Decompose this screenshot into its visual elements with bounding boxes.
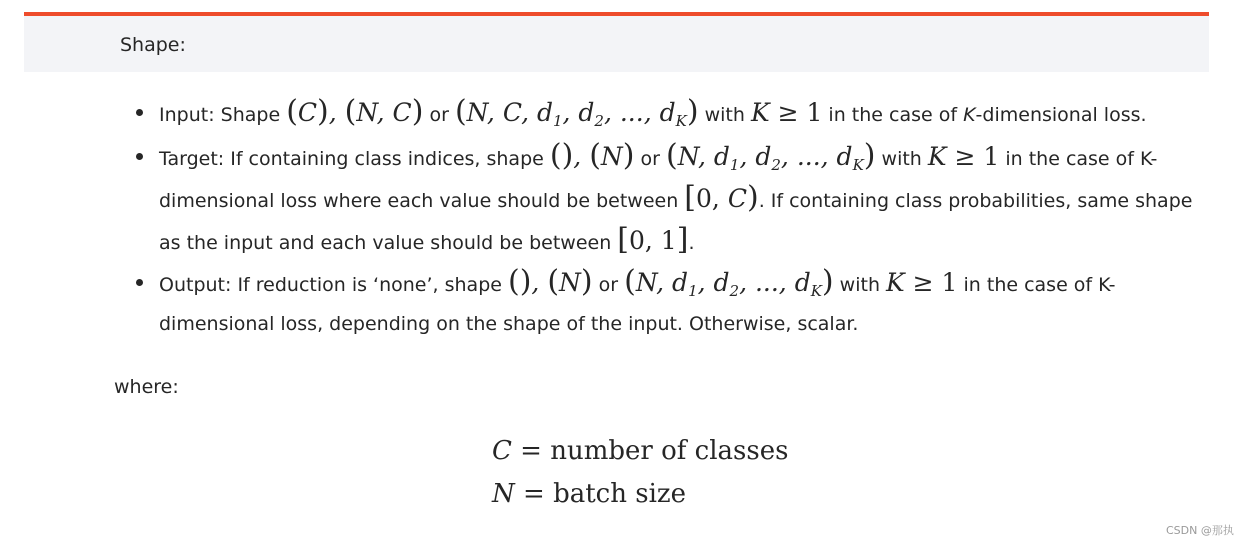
equation-batch-var: N: [492, 479, 515, 509]
target-line2-pre: dimensional loss where each value should be between: [159, 190, 685, 212]
list-item-target-line-3: [159, 222, 694, 258]
list-item-target-line-2: [159, 180, 1192, 216]
input-text-post2: -dimensional loss.: [975, 104, 1147, 126]
list-item-input: [159, 94, 1147, 130]
target-line2-post: . If containing class probabilities, same shape: [758, 190, 1193, 212]
target-text-pre: Target: If containing class indices, shape: [159, 148, 550, 170]
target-math-2: (N, $d_1$, $d_2$, ..., $d_K$): [666, 138, 876, 174]
equation-classes: [492, 436, 788, 466]
equation-classes-var: C: [492, 436, 512, 466]
input-text-mid1: or: [423, 104, 455, 126]
bullet-target: [136, 153, 143, 160]
output-line2-text: dimensional loss, depending on the shape of the input. Otherwise, scalar.: [159, 313, 859, 335]
output-text-post: in the case of K-: [957, 274, 1116, 296]
input-text-post: in the case of: [822, 104, 964, 126]
where-label: where:: [114, 376, 179, 398]
target-line3-pre: as the input and each value should be between: [159, 232, 618, 254]
equation-classes-op: =: [520, 436, 542, 466]
equation-batch-desc: batch size: [553, 479, 686, 509]
target-line3-post: .: [688, 232, 695, 254]
target-math-3: K ≥ 1: [927, 142, 1000, 171]
equation-batch: [492, 479, 686, 509]
list-item-target-line-1: [159, 138, 1157, 174]
output-math-2: (N, $d_1$, $d_2$, ..., $d_K$): [624, 264, 834, 300]
admonition-title: Shape:: [120, 34, 186, 56]
output-math-3: K ≥ 1: [886, 268, 958, 297]
list-item-output-line-1: [159, 264, 1115, 300]
input-text-k: K: [963, 104, 976, 126]
list-item-output-line-2: [159, 306, 858, 342]
output-text-mid1: or: [592, 274, 625, 296]
shape-admonition: [24, 12, 1209, 72]
output-math-1: (), (N): [508, 264, 593, 299]
watermark: CSDN @那执: [1166, 524, 1234, 537]
input-math-2: (N, C, $d_1$, $d_2$, ..., $d_K$): [454, 94, 699, 130]
target-text-mid2: with: [875, 148, 928, 170]
bullet-output: [136, 279, 143, 286]
input-text-mid2: with: [698, 104, 751, 126]
target-line2-math: [0, C): [684, 180, 759, 215]
target-text-mid1: or: [634, 148, 667, 170]
target-math-1: (), (N): [549, 138, 635, 173]
input-math-1: (C), (N, C): [286, 94, 424, 129]
bullet-input: [136, 109, 143, 116]
equation-batch-op: =: [523, 479, 545, 509]
input-math-3: K ≥ 1: [750, 98, 823, 127]
target-text-post: in the case of K-: [999, 148, 1158, 170]
output-text-pre: Output: If reduction is ‘none’, shape: [159, 274, 508, 296]
target-line3-math: [0, 1]: [617, 222, 689, 257]
output-text-mid2: with: [833, 274, 887, 296]
input-text-pre: Input: Shape: [159, 104, 287, 126]
equation-classes-desc: number of classes: [550, 436, 789, 466]
